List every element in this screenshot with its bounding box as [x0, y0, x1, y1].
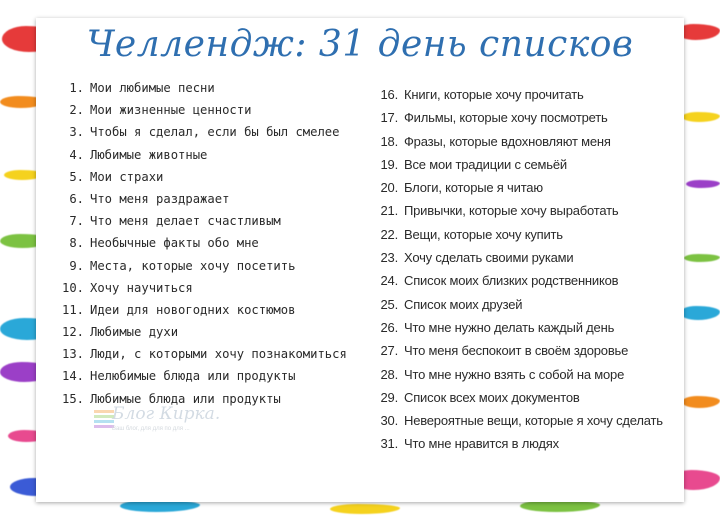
list-item-text: Любимые блюда или продукты — [90, 391, 281, 406]
list-item-number: 20. — [380, 180, 398, 196]
list-item — [60, 214, 400, 236]
list-item-number: 11. — [61, 302, 84, 317]
list-item-number: 8. — [69, 236, 84, 251]
list-item-number: 12. — [61, 325, 84, 340]
list-item-text: Что мне нравится в людях — [404, 436, 559, 452]
list-item-text: Блоги, которые я читаю — [404, 180, 543, 196]
list-item-text: Любимые животные — [90, 147, 208, 162]
list-item — [370, 297, 690, 320]
list-item-text: Вещи, которые хочу купить — [404, 226, 563, 242]
paint-smear-bottom-yellow — [330, 504, 400, 514]
list-item-text: Что меня раздражает — [90, 191, 230, 206]
list-item — [60, 103, 400, 125]
list-item-number: 10. — [61, 280, 84, 295]
list-item-number: 31. — [380, 436, 398, 452]
list-item — [370, 227, 690, 250]
list-item — [370, 436, 690, 459]
list-item-number: 18. — [380, 133, 398, 149]
list-item-number: 13. — [61, 347, 84, 362]
list-item-number: 22. — [380, 226, 398, 242]
list-item — [60, 347, 400, 369]
list-item-text: Места, которые хочу посетить — [90, 258, 296, 273]
list-item — [370, 320, 690, 343]
list-item — [60, 170, 400, 192]
list-item — [60, 325, 400, 347]
list-item — [60, 281, 400, 303]
list-item-text: Список моих друзей — [404, 296, 523, 312]
list-item-number: 27. — [380, 343, 398, 359]
list-item-text: Привычки, которые хочу выработать — [404, 203, 619, 219]
list-item-number: 5. — [69, 169, 84, 184]
list-item — [60, 81, 400, 103]
list-item-number: 9. — [69, 258, 84, 273]
list-item-number: 30. — [380, 413, 398, 429]
list-item — [370, 157, 690, 180]
watermark-tagline: Ваш блог, для для по для ... — [112, 426, 190, 432]
list-left-column — [60, 81, 400, 414]
list-item-text: Список всех моих документов — [404, 389, 580, 405]
list-item-number: 25. — [380, 296, 398, 312]
list-item-number: 28. — [380, 366, 398, 382]
list-item-text: Мои любимые песни — [90, 81, 215, 95]
list-item — [60, 366, 400, 391]
list-item — [370, 134, 690, 157]
list-item — [370, 273, 690, 296]
list-item-text: Люди, с которыми хочу познакомиться — [90, 347, 347, 362]
list-item-number: 3. — [69, 125, 84, 140]
list-item-number: 26. — [380, 319, 398, 335]
list-item — [60, 148, 400, 170]
list-item-text: Необычные факты обо мне — [90, 236, 259, 251]
list-item-text: Любимые духи — [90, 325, 179, 340]
list-item — [370, 87, 690, 110]
list-item — [370, 390, 690, 413]
list-item-number: 21. — [380, 203, 398, 219]
list-item-text: Что меня беспокоит в своём здоровье — [404, 343, 629, 359]
list-item-number: 24. — [380, 273, 398, 289]
list-item-text: Невероятные вещи, которые я хочу сделать — [404, 413, 663, 429]
list-item-number: 15. — [61, 391, 84, 406]
list-right-column — [370, 87, 690, 460]
list-item — [60, 125, 400, 147]
list-item-text: Фразы, которые вдохновляют меня — [404, 133, 611, 149]
list-item-text: Что мне нужно делать каждый день — [404, 319, 615, 335]
paint-smear-purple-right — [686, 180, 720, 188]
list-item — [60, 236, 400, 258]
list-item — [60, 389, 400, 414]
list-item-number: 2. — [69, 103, 84, 118]
list-item-text: Книги, которые хочу прочитать — [404, 87, 584, 102]
list-item-text: Мои жизненные ценности — [90, 103, 252, 118]
list-item-text: Список моих близких родственников — [404, 273, 619, 289]
list-item-number: 6. — [69, 191, 84, 206]
list-item — [60, 303, 400, 325]
list-item-text: Что меня делает счастливым — [90, 214, 281, 229]
list-card — [36, 18, 684, 502]
list-item-text: Мои страхи — [90, 169, 164, 184]
list-item-number: 16. — [380, 87, 398, 102]
list-item-text: Идеи для новогодних костюмов — [90, 302, 296, 317]
list-item-number: 17. — [380, 110, 398, 126]
list-item — [370, 110, 690, 133]
list-item-text: Хочу научиться — [90, 280, 193, 295]
list-item-text: Фильмы, которые хочу посмотреть — [404, 110, 608, 126]
list-item — [370, 203, 690, 226]
list-item-number: 23. — [380, 250, 398, 266]
list-item-number: 1. — [69, 81, 84, 95]
watermark-text: Блог Кирка. — [112, 404, 221, 424]
list-item-number: 4. — [69, 147, 84, 162]
list-item-text: Что мне нужно взять с собой на море — [404, 366, 625, 382]
list-item-number: 29. — [380, 389, 398, 405]
list-item — [60, 192, 400, 214]
list-item-text: Нелюбимые блюда или продукты — [90, 369, 296, 384]
list-item-number: 7. — [69, 214, 84, 229]
list-item-number: 19. — [380, 156, 398, 172]
list-item — [370, 180, 690, 203]
list-item — [370, 413, 690, 436]
list-item-text: Все мои традиции с семьёй — [404, 156, 567, 172]
list-item — [370, 367, 690, 390]
page-title: Челлендж: 31 день списков — [86, 24, 634, 65]
list-item — [370, 250, 690, 273]
list-item-text: Хочу сделать своими руками — [404, 250, 574, 266]
list-item — [370, 343, 690, 366]
list-item-number: 14. — [61, 369, 84, 384]
list-item-text: Чтобы я сделал, если бы был смелее — [90, 125, 340, 140]
list-item — [60, 259, 400, 281]
